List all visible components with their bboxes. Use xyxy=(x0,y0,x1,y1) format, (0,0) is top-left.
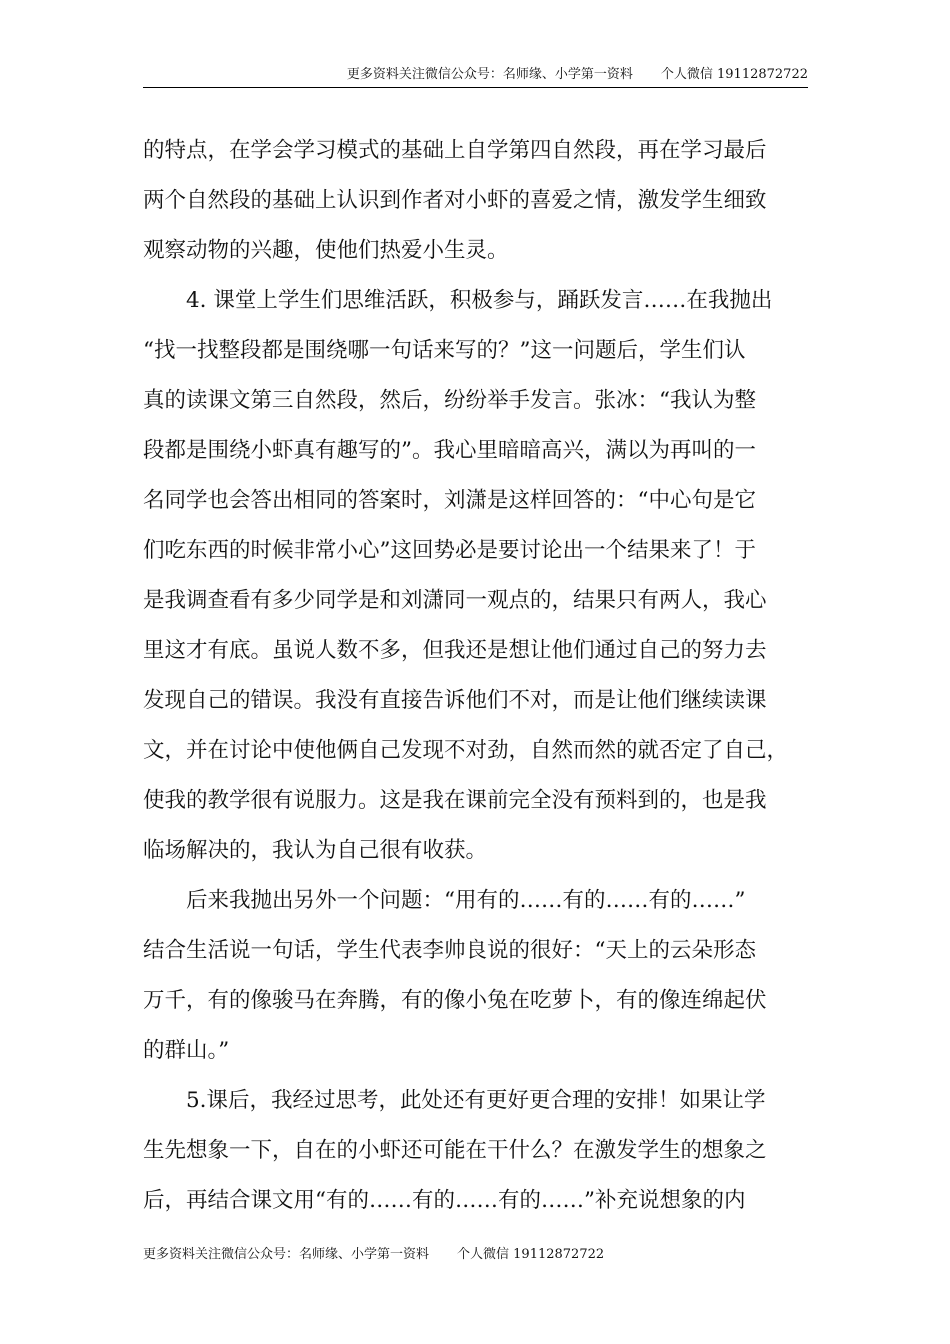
text-line: 里这才有底。虽说人数不多，但我还是想让他们通过自己的努力去 xyxy=(143,638,767,663)
paragraph-4-start: 4. 课堂上学生们思维活跃，积极参与，踊跃发言……在我抛出 xyxy=(186,288,773,313)
text-line: 生先想象一下，自在的小虾还可能在干什么？在激发学生的想象之 xyxy=(143,1138,767,1163)
page-header xyxy=(143,66,808,84)
text-line: “找一找整段都是围绕哪一句话来写的？”这一问题后，学生们认 xyxy=(143,338,746,363)
text-line: 名同学也会答出相同的答案时，刘潇是这样回答的：“中心句是它 xyxy=(143,488,756,513)
text-line: 是我调查看有多少同学是和刘潇同一观点的，结果只有两人，我心 xyxy=(143,588,767,613)
text-line: 结合生活说一句话，学生代表李帅良说的很好：“天上的云朵形态 xyxy=(143,938,756,963)
text-line: 观察动物的兴趣，使他们热爱小生灵。 xyxy=(143,238,509,263)
text-line: 后，再结合课文用“有的……有的……有的……”补充说想象的内 xyxy=(143,1188,746,1213)
text-line: 万千，有的像骏马在奔腾，有的像小兔在吃萝卜，有的像连绵起伏 xyxy=(143,988,767,1013)
text-line: 段都是围绕小虾真有趣写的”。我心里暗暗高兴，满以为再叫的一 xyxy=(143,438,756,463)
document-body xyxy=(143,126,815,1226)
text-line: 文，并在讨论中使他俩自己发现不对劲，自然而然的就否定了自己， xyxy=(143,738,789,763)
header-divider xyxy=(143,87,808,88)
footer-contact-text: 个人微信 19112872722 xyxy=(457,1247,605,1262)
text-line: 使我的教学很有说服力。这是我在课前完全没有预料到的，也是我 xyxy=(143,788,767,813)
text-line: 临场解决的，我认为自己很有收获。 xyxy=(143,838,488,863)
paragraph-followup-start: 后来我抛出另外一个问题：“用有的……有的……有的……” xyxy=(186,888,746,913)
footer-source-text: 更多资料关注微信公众号：名师缘、小学第一资料 xyxy=(143,1247,430,1262)
text-line: 发现自己的错误。我没有直接告诉他们不对，而是让他们继续读课 xyxy=(143,688,767,713)
text-line: 们吃东西的时候非常小心”这回势必是要讨论出一个结果来了！于 xyxy=(143,538,756,563)
page-footer xyxy=(143,1246,604,1264)
text-line: 的特点，在学会学习模式的基础上自学第四自然段，再在学习最后 xyxy=(143,138,767,163)
header-source-text: 更多资料关注微信公众号：名师缘、小学第一资料 xyxy=(346,67,633,82)
text-line: 真的读课文第三自然段，然后，纷纷举手发言。张冰：“我认为整 xyxy=(143,388,756,413)
text-line: 两个自然段的基础上认识到作者对小虾的喜爱之情，激发学生细致 xyxy=(143,188,767,213)
paragraph-5-start: 5.课后，我经过思考，此处还有更好更合理的安排！如果让学 xyxy=(186,1088,766,1113)
header-contact-text: 个人微信 19112872722 xyxy=(660,67,808,82)
text-line: 的群山。” xyxy=(143,1038,230,1063)
